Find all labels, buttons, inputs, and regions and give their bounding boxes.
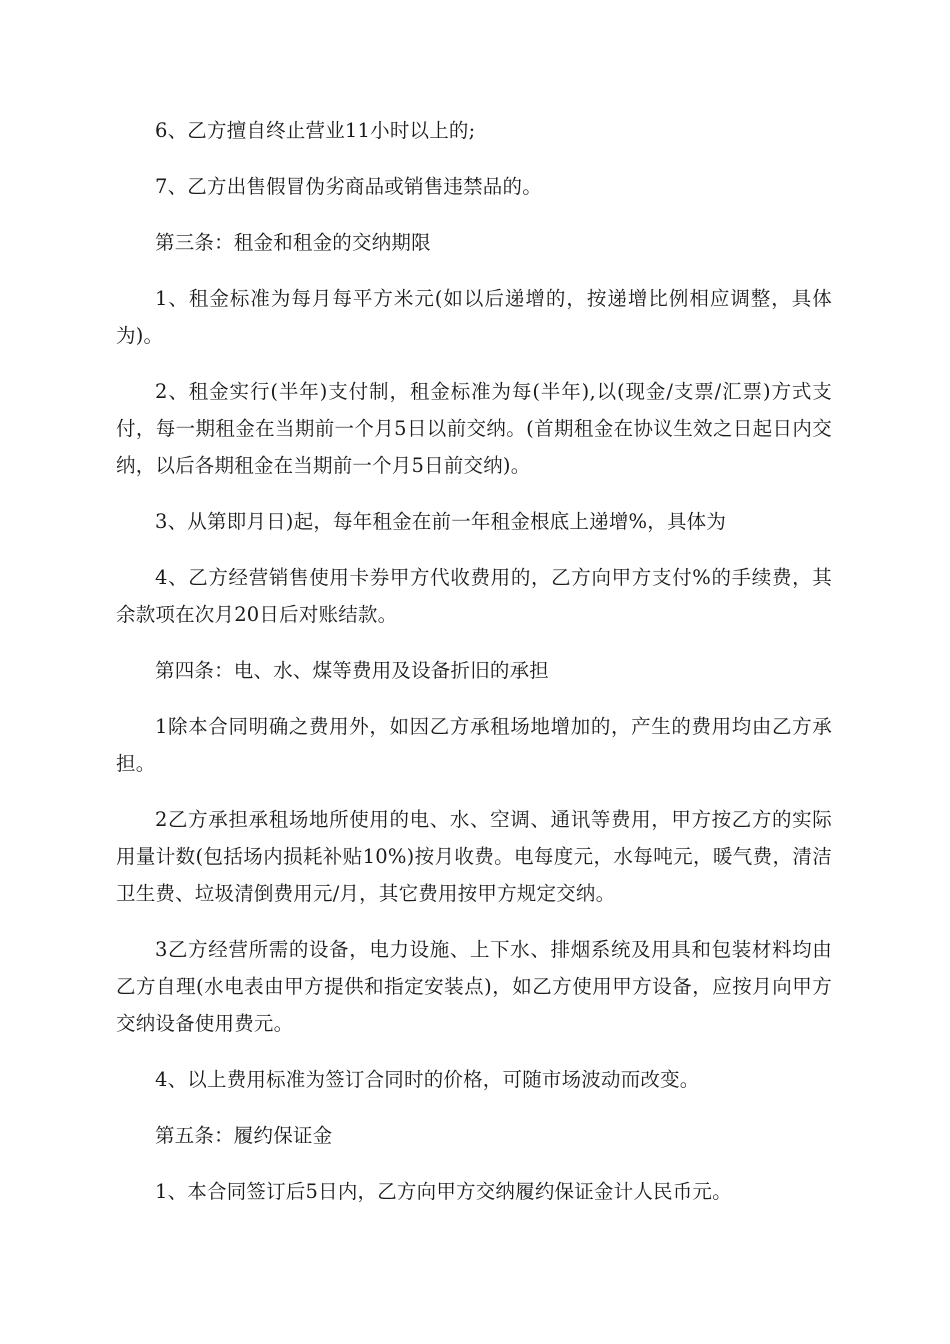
rent-clause-3: 3、从第即月日)起，每年租金在前一年租金根底上递增%，具体为 bbox=[155, 510, 727, 533]
rent-clause-4: 4、乙方经营销售使用卡券甲方代收费用的，乙方向甲方支付%的手续费，其余款项在次月20日后对账结款。 bbox=[116, 566, 832, 626]
fee-clause-1: 1除本合同明确之费用外，如因乙方承租场地增加的，产生的费用均由乙方承担。 bbox=[116, 715, 832, 775]
fee-clause-4: 4、以上费用标准为签订合同时的价格，可随市场波动而改变。 bbox=[155, 1068, 700, 1091]
article-3-heading: 第三条：租金和租金的交纳期限 bbox=[155, 231, 431, 254]
rent-clause-2: 2、租金实行(半年)支付制，租金标准为每(半年),以(现金/支票/汇票)方式支付，每一期租金在当期前一个月5日以前交纳。(首期租金在协议生效之日起日内交纳，以后各期租金在当期前一个月5日前交纳)。 bbox=[116, 380, 832, 477]
document-body bbox=[116, 112, 832, 1229]
article-4-heading: 第四条：电、水、煤等费用及设备折旧的承担 bbox=[155, 659, 550, 682]
rent-clause-1: 1、租金标准为每月每平方米元(如以后递增的，按递增比例相应调整，具体为)。 bbox=[116, 287, 832, 347]
fee-clause-2: 2乙方承担承租场地所使用的电、水、空调、通讯等费用，甲方按乙方的实际用量计数(包括场内损耗补贴10%)按月收费。电每度元，水每吨元，暖气费，清洁卫生费、垃圾清倒费用元/月，其它费用按甲方规定交纳。 bbox=[116, 808, 832, 905]
deposit-clause-1: 1、本合同签订后5日内，乙方向甲方交纳履约保证金计人民币元。 bbox=[155, 1180, 732, 1203]
clause-item-7: 7、乙方出售假冒伪劣商品或销售违禁品的。 bbox=[155, 175, 542, 198]
fee-clause-3: 3乙方经营所需的设备，电力设施、上下水、排烟系统及用具和包装材料均由乙方自理(水电表由甲方提供和指定安装点)，如乙方使用甲方设备，应按月向甲方交纳设备使用费元。 bbox=[116, 938, 832, 1035]
clause-item-6: 6、乙方擅自终止营业11小时以上的; bbox=[155, 119, 476, 142]
article-5-heading: 第五条：履约保证金 bbox=[155, 1124, 333, 1147]
